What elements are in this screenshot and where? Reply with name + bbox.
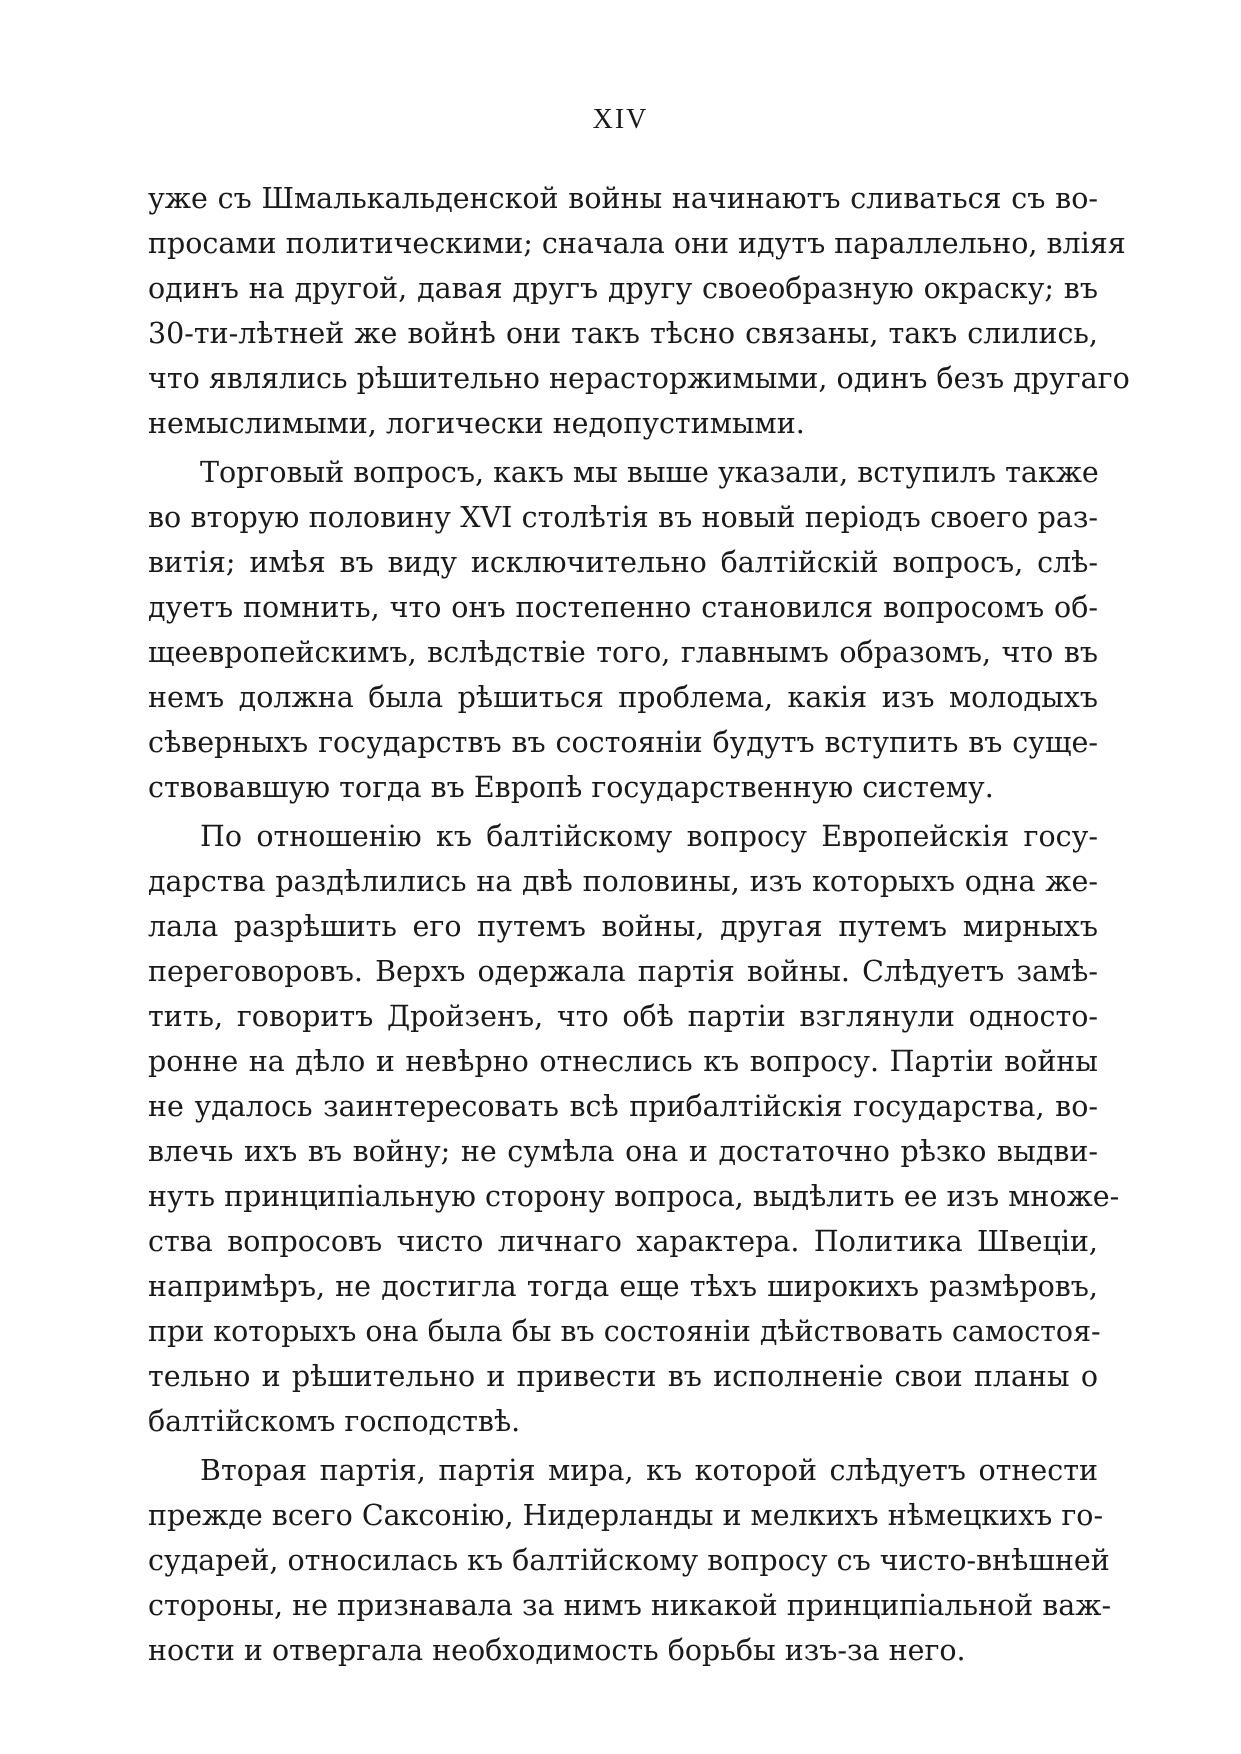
text-line: витія; имѣя въ виду исключительно балтійскій вопросъ, слѣ- — [148, 546, 1098, 579]
text-line: при которыхъ она была бы въ состояніи дѣйствовать самостоя- — [148, 1315, 1101, 1348]
text-line: не удалось заинтересовать всѣ прибалтійскія государства, во- — [148, 1090, 1098, 1123]
text-line: немыслимыми, логически недопустимыми. — [148, 407, 805, 440]
text-line: сударей, относилась къ балтійскому вопросу съ чисто-внѣшней — [148, 1544, 1110, 1577]
text-line: щеевропейскимъ, вслѣдствіе того, главнымъ образомъ, что въ — [148, 636, 1098, 669]
page-number: XIV — [592, 104, 649, 135]
text-line: нуть принципіальную сторону вопроса, выдѣлить ее изъ множе- — [148, 1180, 1120, 1213]
text-line: во вторую половину XVI столѣтія въ новый періодъ своего раз- — [148, 501, 1098, 534]
text-line: По отношенію къ балтійскому вопросу Европейскія госу- — [200, 820, 1098, 853]
paragraph-3 — [148, 814, 1120, 1444]
text-line: тить, говоритъ Дройзенъ, что обѣ партіи взглянули односто- — [148, 1000, 1098, 1033]
text-line: что являлись рѣшительно нерасторжимыми, одинъ безъ другаго — [148, 362, 1130, 395]
text-line: Торговый вопросъ, какъ мы выше указали, вступилъ также — [200, 456, 1099, 489]
text-line: дуетъ помнить, что онъ постепенно становился вопросомъ об- — [148, 591, 1098, 624]
text-line: ронне на дѣло и невѣрно отнеслись къ вопросу. Партіи войны — [148, 1045, 1098, 1078]
body-text — [148, 176, 1130, 1673]
text-line: лала разрѣшить его путемъ войны, другая путемъ мирныхъ — [148, 910, 1098, 943]
text-line: ности и отвергала необходимость борьбы изъ-за него. — [148, 1634, 966, 1667]
text-line: немъ должна была рѣшиться проблема, какія изъ молодыхъ — [148, 681, 1098, 714]
paragraph-4 — [148, 1448, 1112, 1673]
text-line: напримѣръ, не достигла тогда еще тѣхъ широкихъ размѣровъ, — [148, 1270, 1098, 1303]
text-line: ства вопросовъ чисто личнаго характера. Политика Швеціи, — [148, 1225, 1098, 1258]
paragraph-1 — [148, 176, 1130, 446]
text-line: одинъ на другой, давая другъ другу своеобразную окраску; въ — [148, 272, 1098, 305]
text-line: дарства раздѣлились на двѣ половины, изъ которыхъ одна же- — [148, 865, 1098, 898]
text-line: тельно и рѣшительно и привести въ исполненіе свои планы о — [148, 1360, 1098, 1393]
text-line: сѣверныхъ государствъ въ состояніи будутъ вступить въ суще- — [148, 726, 1098, 759]
paragraph-2 — [148, 450, 1098, 810]
text-line: балтійскомъ господствѣ. — [148, 1405, 521, 1438]
text-line: прежде всего Саксонію, Нидерланды и мелкихъ нѣмецкихъ го- — [148, 1499, 1104, 1532]
text-line: стороны, не признавала за нимъ никакой принципіальной важ- — [148, 1589, 1112, 1622]
text-line: влечь ихъ въ войну; не сумѣла она и достаточно рѣзко выдви- — [148, 1135, 1098, 1168]
text-line: ствовавшую тогда въ Европѣ государственную систему. — [148, 771, 994, 804]
text-line: переговоровъ. Верхъ одержала партія войны. Слѣдуетъ замѣ- — [148, 955, 1098, 988]
text-line: уже съ Шмалькальденской войны начинаютъ сливаться съ во- — [148, 182, 1098, 215]
text-line: просами политическими; сначала они идутъ параллельно, вліяя — [148, 227, 1126, 260]
text-line: Вторая партія, партія мира, къ которой слѣдуетъ отнести — [200, 1454, 1098, 1487]
text-line: 30-ти-лѣтней же войнѣ они такъ тѣсно связаны, такъ слились, — [148, 317, 1098, 350]
